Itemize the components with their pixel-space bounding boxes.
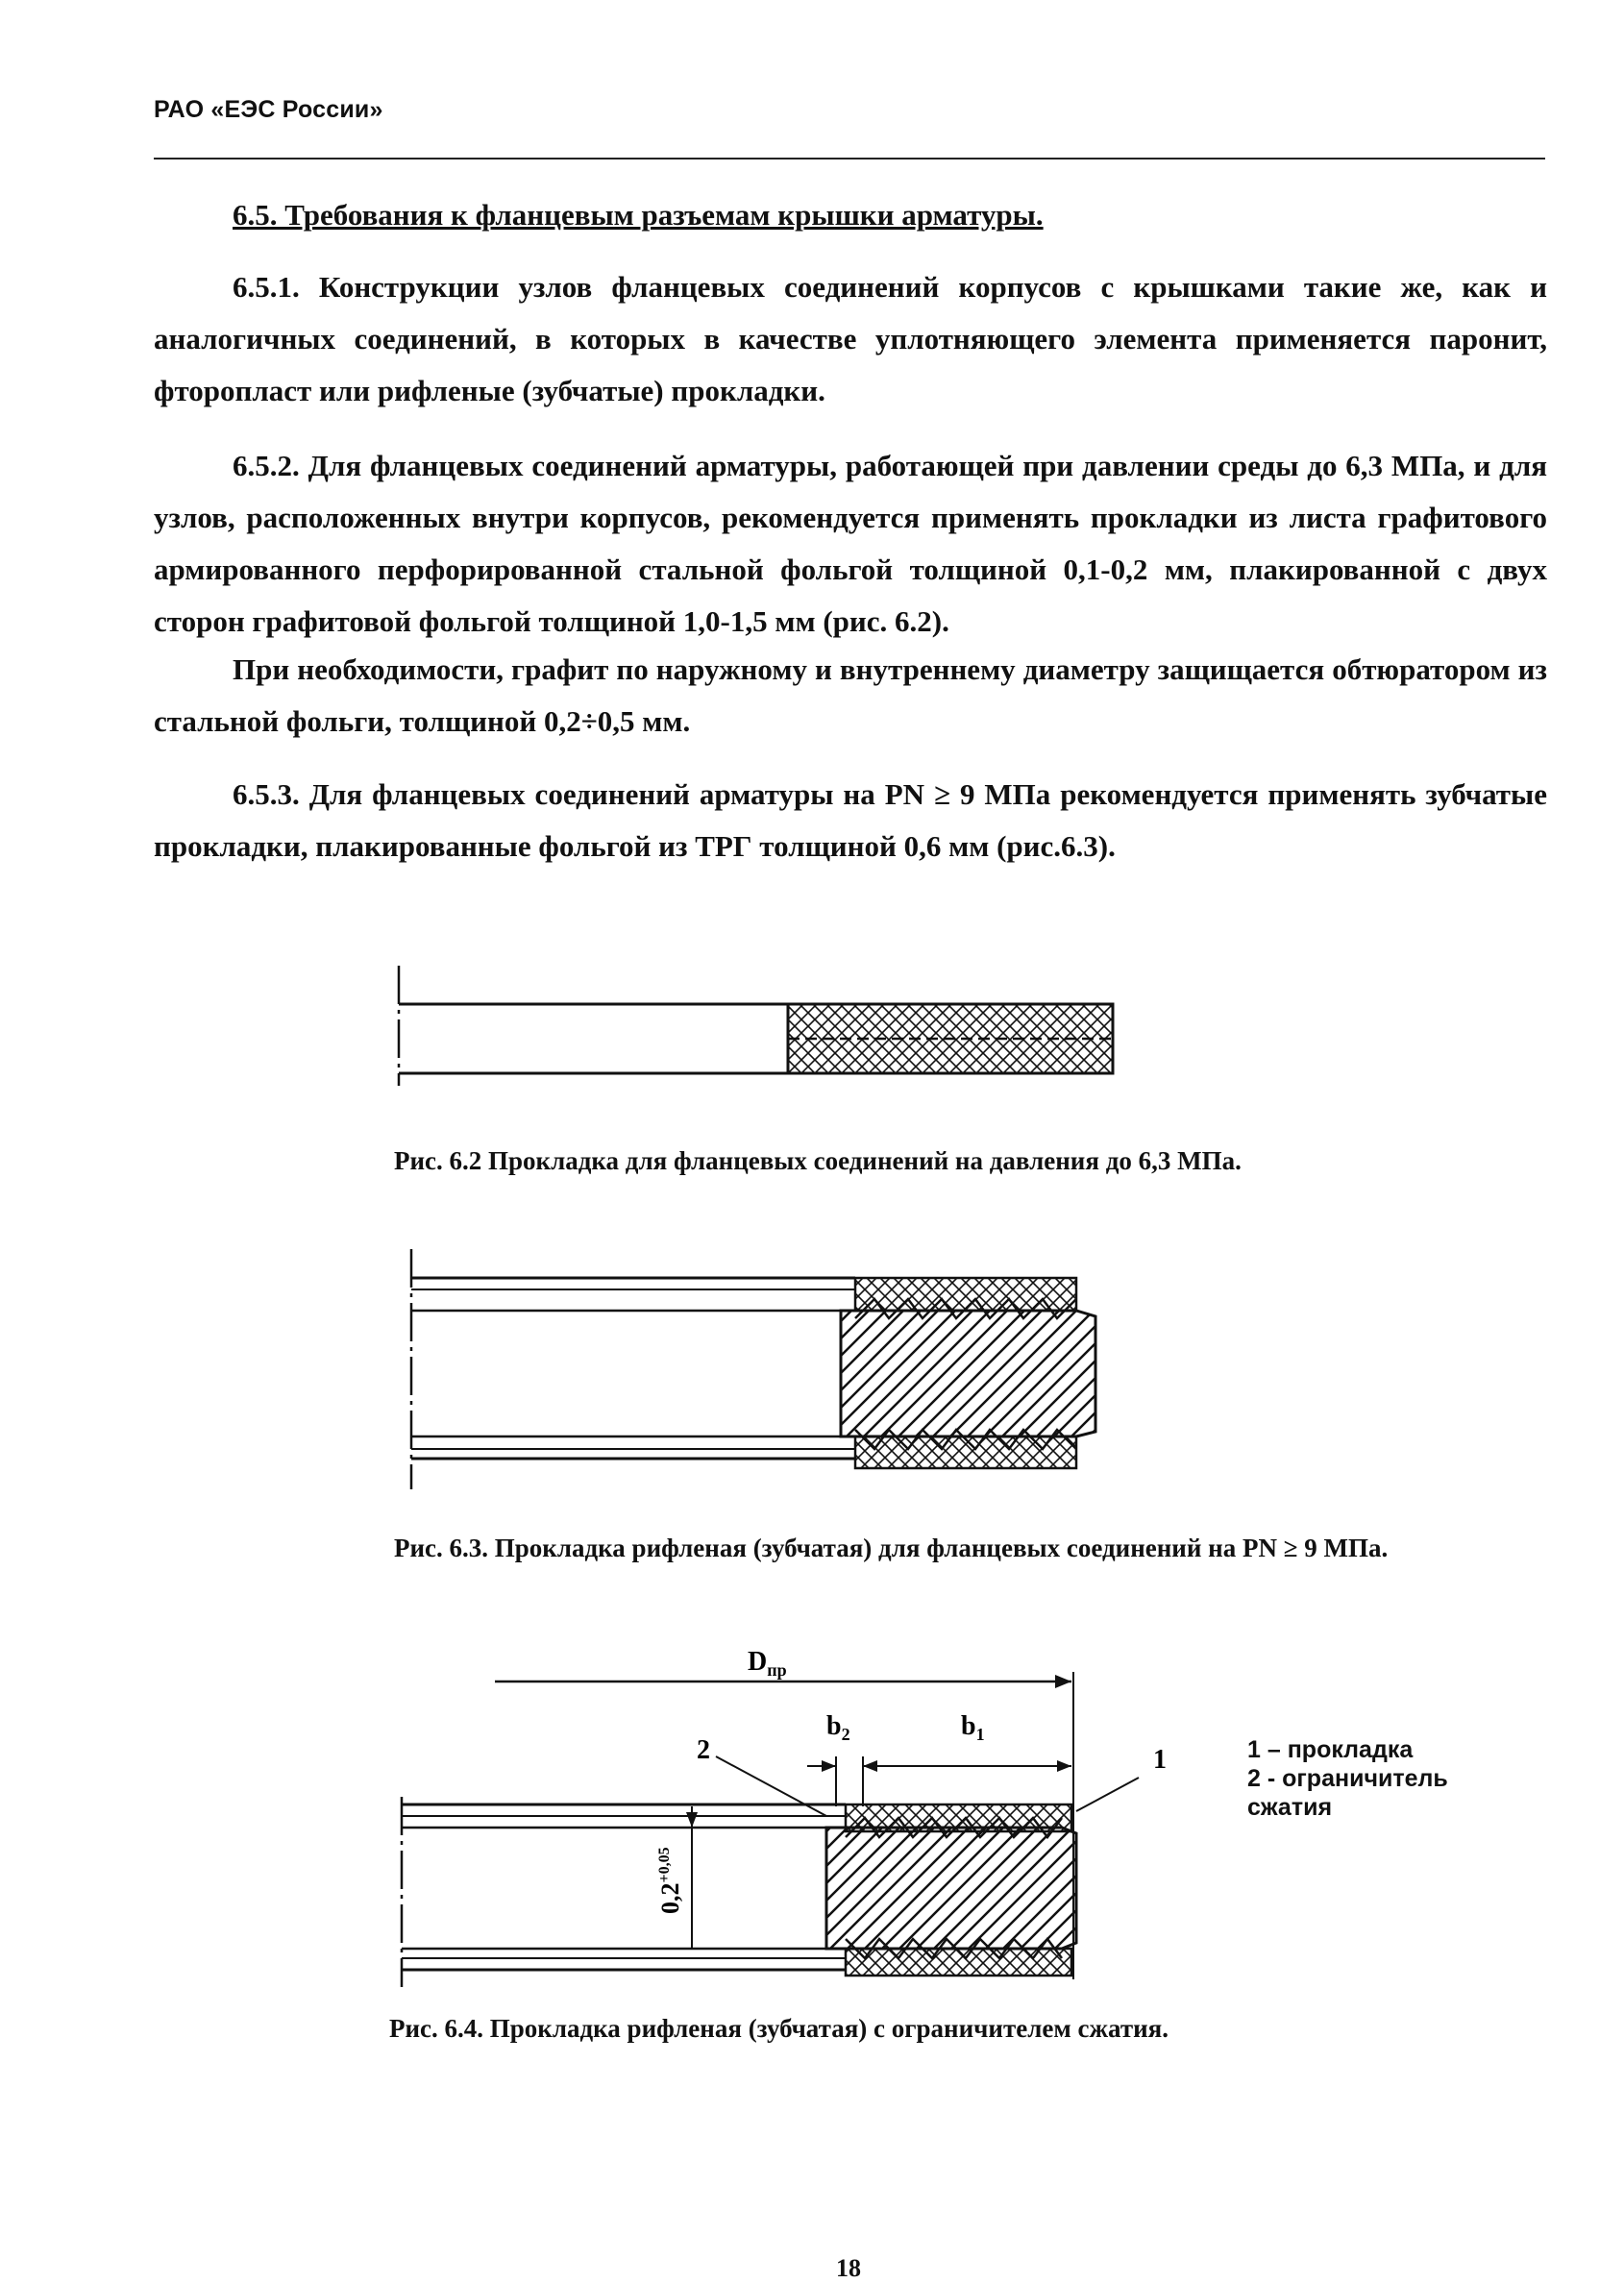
figure-6-4-legend xyxy=(1247,1735,1448,1822)
legend-item-gasket: 1 – прокладка xyxy=(1247,1736,1414,1763)
paragraph-obturator: При необходимости, графит по наружному и внутреннему диаметру защищается обтюратором из стальной фольги, толщиной 0,2÷0,5 мм. xyxy=(154,652,1547,738)
legend-item-compression: сжатия xyxy=(1247,1794,1333,1821)
b1-label: $b_1$ xyxy=(961,1711,985,1744)
figure-6-3-gasket xyxy=(394,1249,1134,1509)
figure-6-3-caption: Рис. 6.3. Прокладка рифленая (зубчатая) для фланцевых соединений на PN ≥ 9 МПа. xyxy=(394,1534,1389,1562)
b2-label: $b_2$ xyxy=(826,1711,850,1744)
figure-6-4-gasket xyxy=(384,1633,1211,1999)
figure-6-4-caption: Рис. 6.4. Прокладка рифленая (зубчатая) с ограничителем сжатия. xyxy=(389,2014,1169,2043)
marker-2: 2 xyxy=(697,1735,710,1765)
header-rule xyxy=(154,158,1545,160)
d-label: $D_{пр}$ xyxy=(748,1647,787,1680)
legend-item-limiter: 2 - ограничитель xyxy=(1247,1765,1448,1792)
figure-6-2-gasket xyxy=(384,966,1124,1100)
paragraph-6-5-2: 6.5.2. Для фланцевых соединений арматуры, работающей при давлении среды до 6,3 МПа, и для узлов, расположенных внутри корпусов, рекомендуется применять прокладки из листа графитового армированного перфорированной стальной фольгой толщиной 0,1-0,2 мм, плакированной с двух сторон графитовой фольгой толщиной 1,0-1,5 мм (рис. 6.2). xyxy=(154,449,1547,638)
marker-1: 1 xyxy=(1153,1745,1167,1775)
figure-6-2-caption: Рис. 6.2 Прокладка для фланцевых соединений на давления до 6,3 МПа. xyxy=(394,1146,1242,1175)
page-number: 18 xyxy=(836,2254,861,2282)
vertical-dim-label: $0,2^{+0,05}$ xyxy=(656,1847,684,1914)
paragraph-6-5-3: 6.5.3. Для фланцевых соединений арматуры на PN ≥ 9 МПа рекомендуется применять зубчатые прокладки, плакированные фольгой из ТРГ толщиной 0,6 мм (рис.6.3). xyxy=(154,777,1547,863)
document-header: РАО «ЕЭС России» xyxy=(154,96,383,123)
paragraph-6-5-1: 6.5.1. Конструкции узлов фланцевых соединений корпусов с крышками такие же, как и аналогичных соединений, в которых в качестве уплотняющего элемента применяется паронит, фторопласт или рифленые (зубчатые) прокладки. xyxy=(154,270,1547,407)
section-title: 6.5. Требования к фланцевым разъемам крышки арматуры. xyxy=(233,198,1044,232)
